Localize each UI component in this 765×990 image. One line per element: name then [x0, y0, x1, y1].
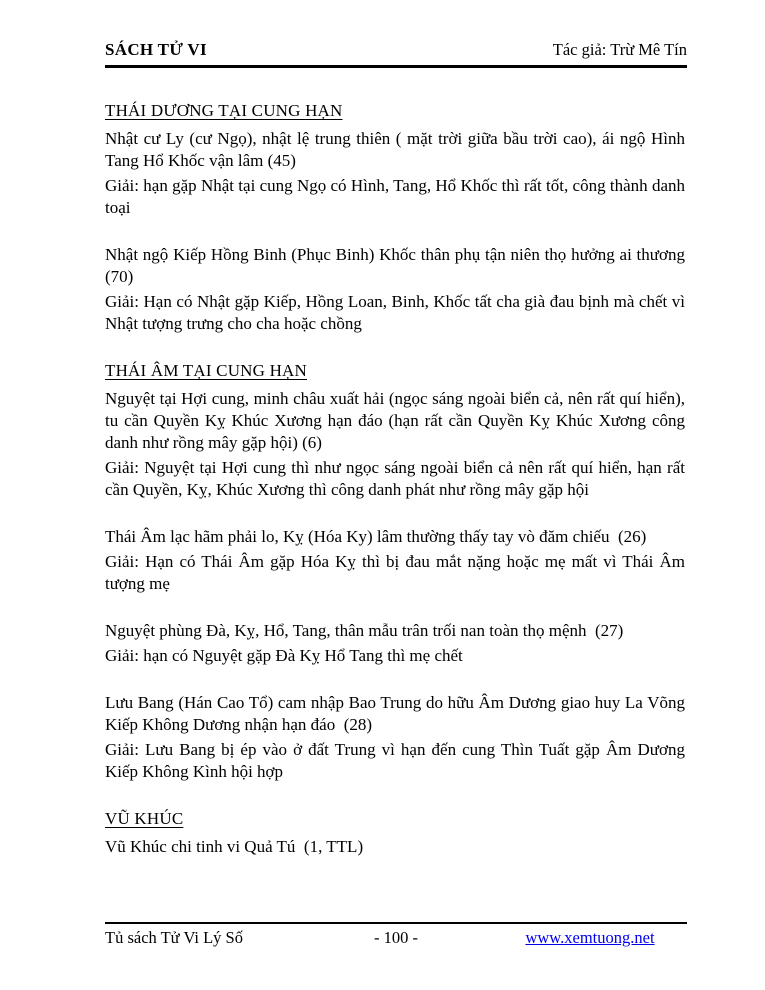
section-heading-thai-am: THÁI ÂM TẠI CUNG HẠN — [105, 361, 308, 380]
explanation-paragraph: Giải: hạn có Nguyệt gặp Đà Kỵ Hổ Tang thì mẹ chết — [105, 646, 463, 665]
website-link[interactable]: www.xemtuong.net — [525, 928, 655, 947]
document-body — [105, 100, 694, 858]
explanation-paragraph: Giải: Nguyệt tại Hợi cung thì như ngọc sáng ngoài biển cả nên rất quí hiển, hạn rất cần Quyền, Kỵ, Khúc Xương thì công danh phát như rồng mây gặp hội — [105, 458, 690, 499]
explanation-paragraph: Giải: hạn gặp Nhật tại cung Ngọ có Hình, Tang, Hổ Khốc thì rất tốt, công thành danh toại — [105, 176, 690, 217]
verse-paragraph: Thái Âm lạc hãm phải lo, Kỵ (Hóa Ky) lâm thường thấy tay vò đăm chiếu (26) — [105, 527, 647, 546]
footer-link-cell — [493, 928, 687, 948]
explanation-paragraph: Giải: Lưu Bang bị ép vào ở đất Trung vì hạn đến cung Thìn Tuất gặp Âm Dương Kiếp Không Kình hội hợp — [105, 740, 690, 781]
verse-paragraph: Vũ Khúc chi tinh vi Quả Tú (1, TTL) — [105, 837, 364, 856]
book-title: SÁCH TỬ VI — [105, 40, 207, 59]
section-heading-vu-khuc: VŨ KHÚC — [105, 809, 184, 828]
verse-paragraph: Nhật cư Ly (cư Ngọ), nhật lệ trung thiên ( mặt trời giữa bầu trời cao), ái ngộ Hình Tang Hổ Khốc vận lâm (45) — [105, 129, 689, 170]
footer-page-number: - 100 - — [374, 928, 418, 947]
verse-paragraph: Nhật ngộ Kiếp Hồng Binh (Phục Binh) Khốc thân phụ tận niên thọ hưởng ai thương (70) — [105, 245, 694, 286]
verse-paragraph: Nguyệt phùng Đà, Kỵ, Hổ, Tang, thân mẫu trân trối nan toàn thọ mệnh (27) — [105, 621, 624, 640]
explanation-paragraph: Giải: Hạn có Nhật gặp Kiếp, Hồng Loan, Binh, Khốc tất cha già đau bịnh mà chết vì Nhật tượng trưng cho cha hoặc chồng — [105, 292, 690, 333]
section-heading-thai-duong: THÁI DƯƠNG TẠI CUNG HẠN — [105, 101, 343, 120]
page-footer — [105, 922, 687, 948]
explanation-paragraph: Giải: Hạn có Thái Âm gặp Hóa Kỵ thì bị đau mắt nặng hoặc mẹ mất vì Thái Âm tượng mẹ — [105, 552, 690, 593]
page-header — [105, 40, 687, 68]
verse-paragraph: Nguyệt tại Hợi cung, minh châu xuất hải (ngọc sáng ngoài biển cả, nên rất quí hiển), tu cần Quyền Kỵ Khúc Xương hạn đáo (hạn rất cần Quyền Kỵ Khúc Xương công danh như rồng mây gặp hội) (6) — [105, 389, 690, 452]
author-credit: Tác giả: Trừ Mê Tín — [552, 40, 687, 59]
verse-paragraph: Lưu Bang (Hán Cao Tổ) cam nhập Bao Trung do hữu Âm Dương giao huy La Võng Kiếp Không Dương nhận hạn đáo (28) — [105, 693, 690, 734]
footer-series-title: Tủ sách Tử Vi Lý Số — [105, 928, 243, 947]
